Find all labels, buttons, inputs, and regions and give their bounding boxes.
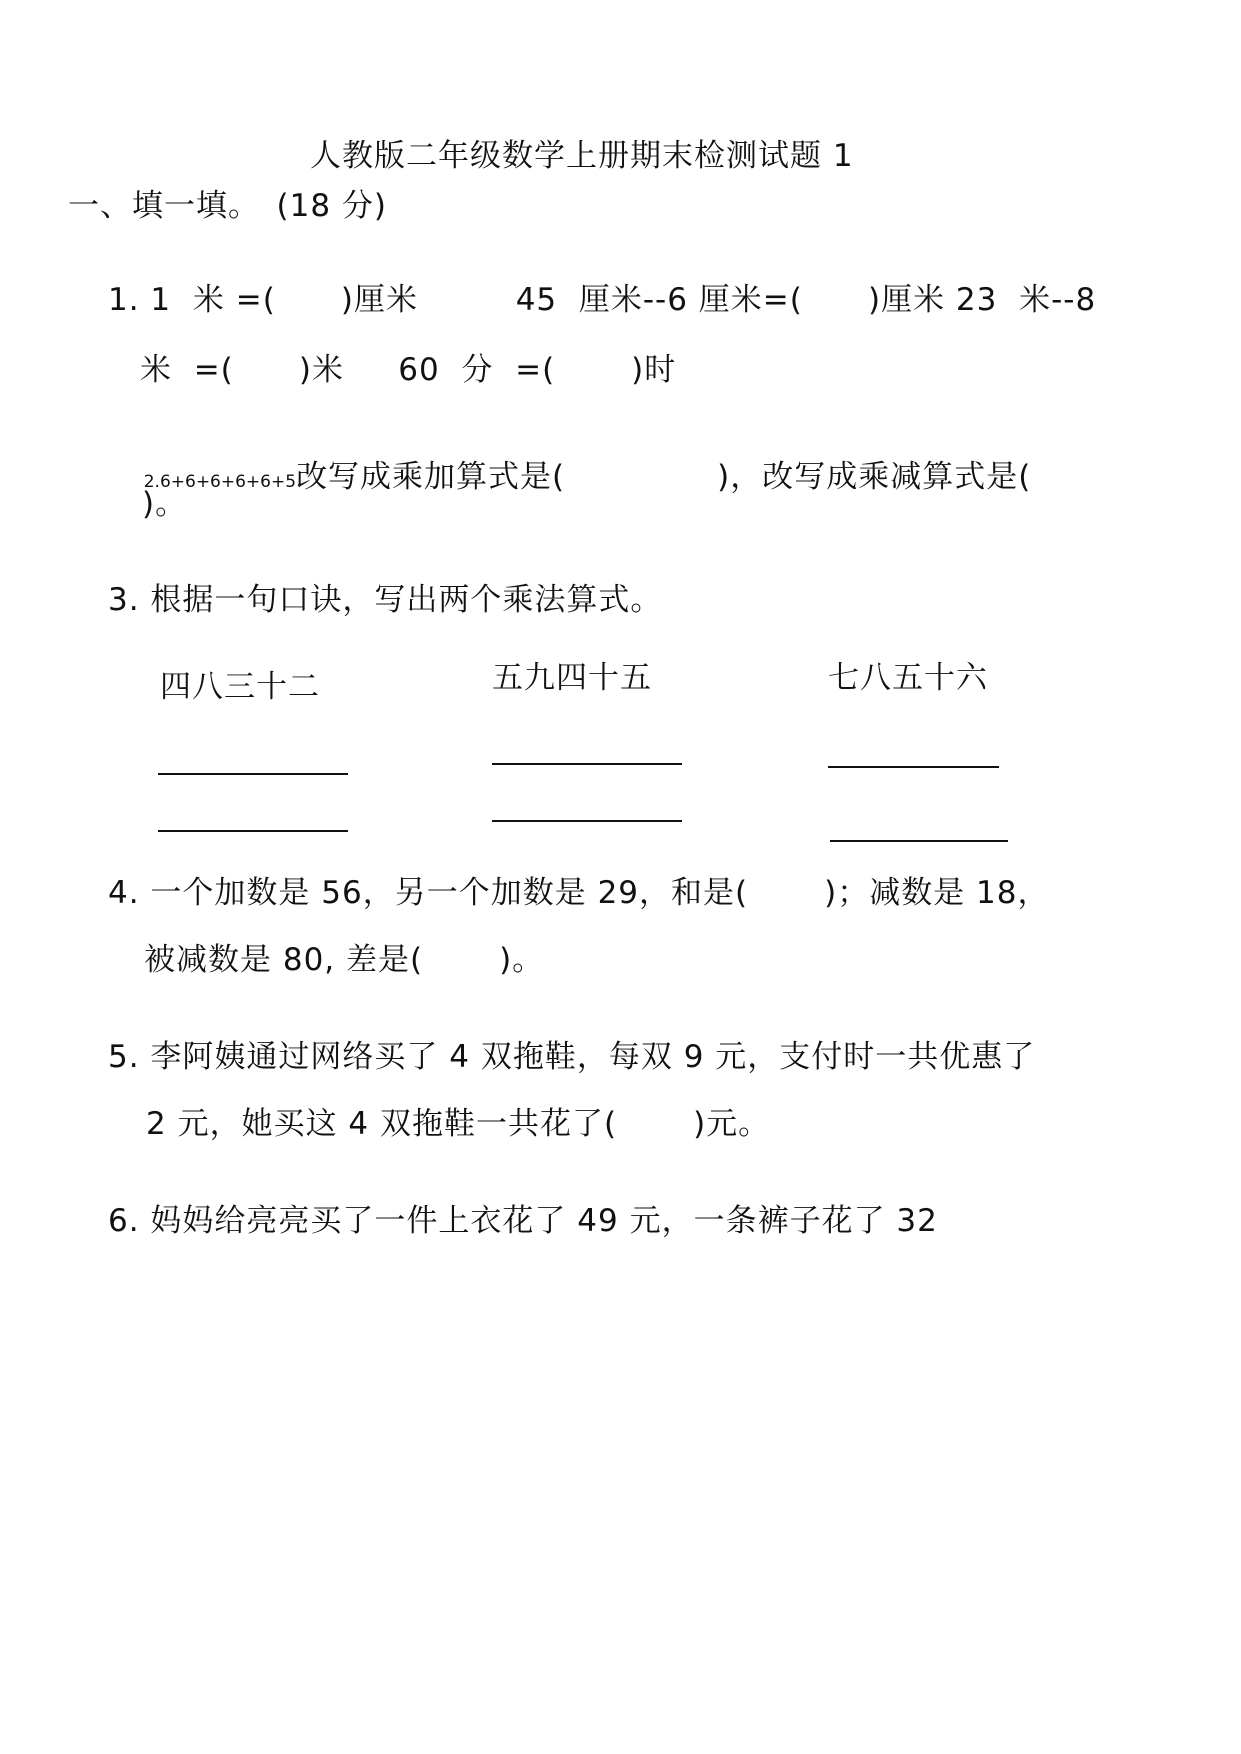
question-5-line-2: 2 元，她买这 4 双拖鞋一共花了( )元。 [146, 1106, 771, 1142]
question-2-line-1 [122, 417, 1031, 502]
question-6-line-1: 6. 妈妈给亮亮买了一件上衣花了 49 元，一条裤子花了 32 [108, 1203, 938, 1239]
question-4-line-1: 4. 一个加数是 56，另一个加数是 29，和是( )；减数是 18， [108, 875, 1050, 911]
question-2-expression: 2.6+6+6+6+6+5 [143, 472, 297, 492]
section-heading: 一、填一填。 (18 分) [68, 188, 387, 224]
rhyme-2: 五九四十五 [492, 660, 652, 696]
question-1-line-2: 米 =( )米 60 分 =( )时 [140, 352, 677, 388]
question-4-line-2: 被减数是 80, 差是( )。 [144, 942, 545, 978]
question-2-line-2: )。 [142, 486, 188, 522]
question-1-line-1: 1. 1 米 =( )厘米 45 厘米--6 厘米=( )厘米 23 米--8 [108, 282, 1097, 318]
answer-blank-3a[interactable] [828, 766, 999, 768]
answer-blank-1b[interactable] [158, 830, 348, 832]
answer-blank-3b[interactable] [830, 840, 1008, 842]
rhyme-1: 四八三十二 [160, 669, 320, 705]
page-title: 人教版二年级数学上册期末检测试题 1 [310, 138, 854, 174]
answer-blank-2b[interactable] [492, 820, 682, 822]
question-5-line-1: 5. 李阿姨通过网络买了 4 双拖鞋，每双 9 元，支付时一共优惠了 [108, 1039, 1036, 1075]
question-2-text: 改写成乘加算式是( )，改写成乘减算式是( [296, 459, 1032, 495]
answer-blank-2a[interactable] [492, 763, 682, 765]
rhyme-3: 七八五十六 [828, 660, 988, 696]
answer-blank-1a[interactable] [158, 773, 348, 775]
question-3-prompt: 3. 根据一句口诀，写出两个乘法算式。 [108, 582, 663, 618]
